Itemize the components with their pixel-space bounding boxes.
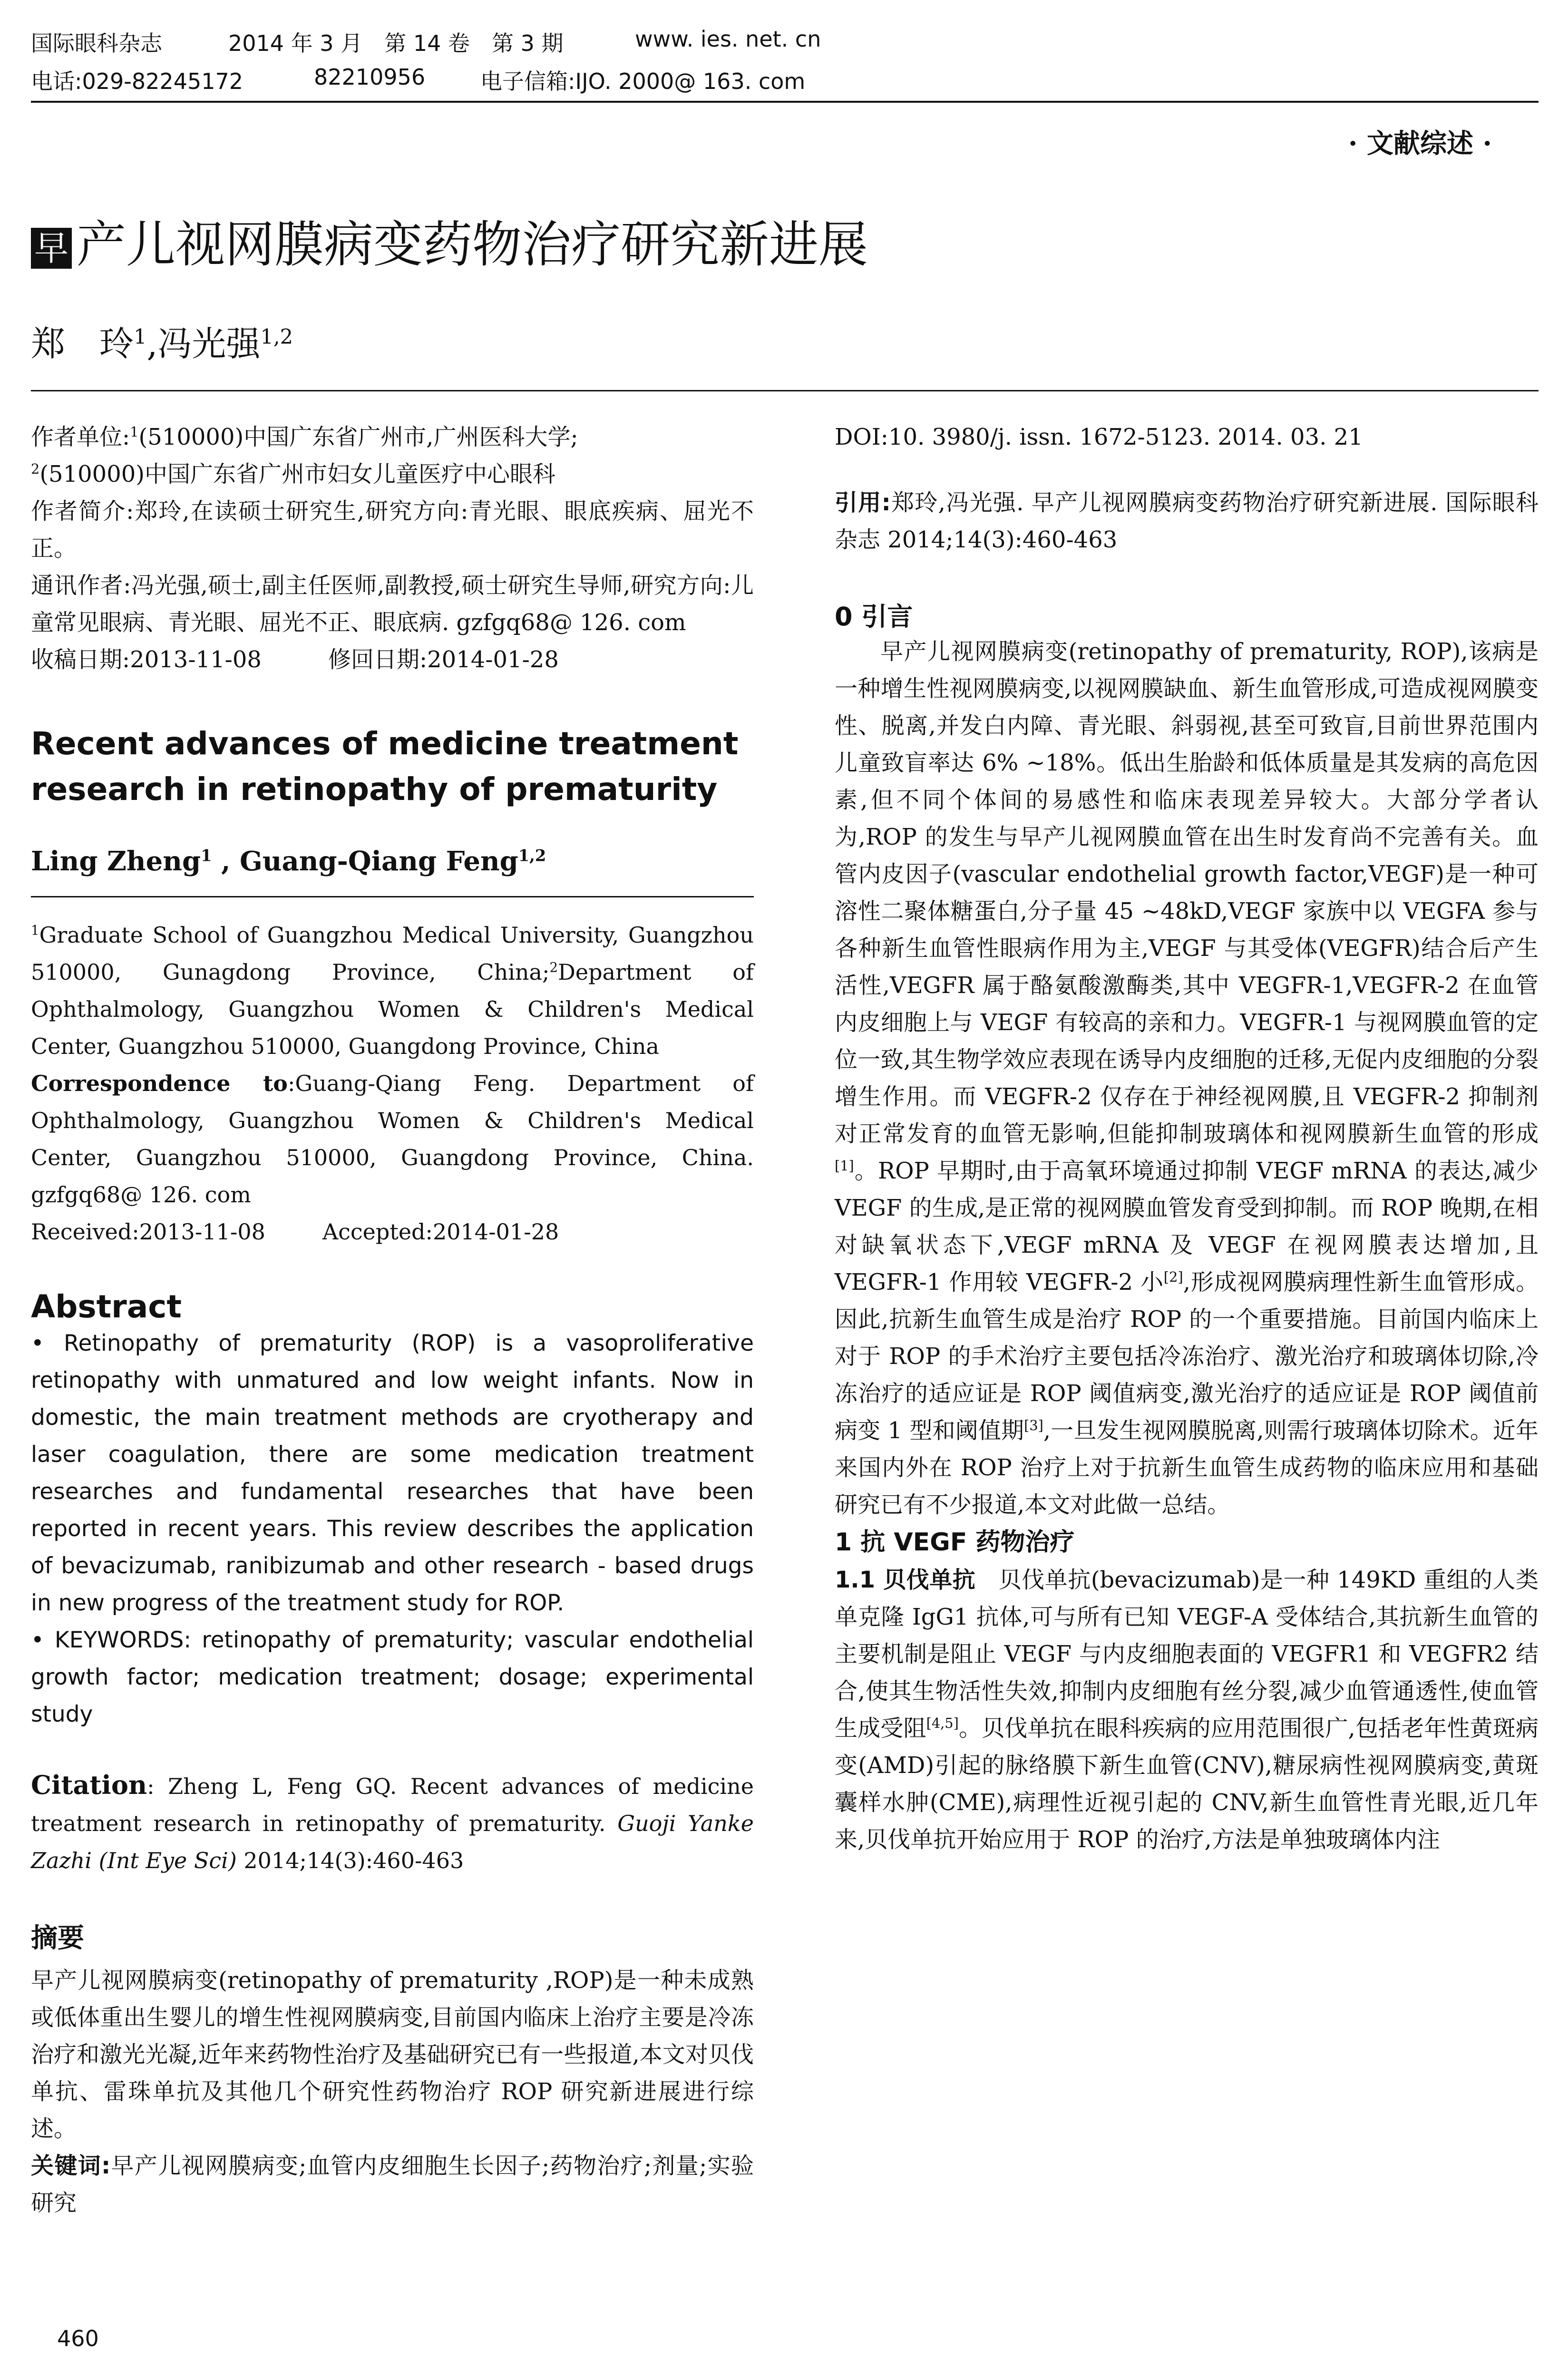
- author-1-sup: 1: [134, 325, 147, 349]
- title-rest: 产儿视网膜病变药物治疗研究新进展: [77, 215, 868, 273]
- section-0-heading: 0 引言: [835, 602, 913, 632]
- author-intro: 作者简介:郑玲,在读硕士研究生,研究方向:青光眼、眼底疾病、屈光不正。: [31, 498, 754, 562]
- correspondence-en: Correspondence to:Guang-Qiang Feng. Department of Ophthalmology, Guangzhou Women & Children's Medical Center, Guangzhou 510000, Guangdong Province, China. gzfgq68@ 126. com: [31, 1071, 754, 1208]
- article-title: [31, 205, 868, 276]
- author-2-sup: 1,2: [260, 325, 293, 349]
- affiliation-en: $^1$Graduate School of Guangzhou Medical University, Guangzhou 510000, Gunagdong Province, China;$^2$Department of Ophthalmology, Guangzhou Women & Children's Medical Center, Guangzhou 510000, Guangdong Province, China: [31, 922, 754, 1059]
- title-rule: [31, 390, 1539, 391]
- title-en: Recent advances of medicine treatment research in retinopathy of prematurity: [31, 725, 739, 808]
- journal-url: www. ies. net. cn: [635, 26, 821, 52]
- section-1-heading: 1 抗 VEGF 药物治疗: [835, 1528, 1075, 1557]
- journal-tel: 电话:029-82245172: [31, 68, 243, 94]
- cite-cn: 引用:郑玲,冯光强. 早产儿视网膜病变药物治疗研究新进展. 国际眼科杂志 2014;14(3):460-463: [835, 489, 1539, 553]
- section-0-body: 早产儿视网膜病变(retinopathy of prematurity, ROP),该病是一种增生性视网膜病变,以视网膜缺血、新生血管形成,可造成视网膜变性、脱离,并发白内障、青光眼、斜弱视,甚至可致盲,目前世界范围内儿童致盲率达 6% ~18%。低出生胎龄和低体质量是其发病的高危因素,但不同个体间的易感性和临床表现差异较大。大部分学者认为,ROP 的发生与早产儿视网膜血管在出生时发育尚不完善有关。血管内皮因子(vascular endothelial growth factor,VEGF)是一种可溶性二聚体糖蛋白,分子量 45 ~48kD,VEGF 家族中以 VEGFA 参与各种新生血管性眼病作用为主,VEGF 与其受体(VEGFR)结合后产生活性,VEGFR 属于酪氨酸激酶类,其中 VEGFR-1,VEGFR-2 在血管内皮细胞上与 VEGF 有较高的亲和力。VEGFR-1 与视网膜血管的定位一致,其生物学效应表现在诱导内皮细胞的迁移,无促内皮细胞的分裂增生作用。而 VEGFR-2 仅存在于神经视网膜,且 VEGFR-2 抑制剂对正常发育的血管无影响,但能抑制玻璃体和视网膜新生血管的形成[1]。ROP 早期时,由于高氧环境通过抑制 VEGF mRNA 的表达,减少 VEGF 的生成,是正常的视网膜血管发育受到抑制。而 ROP 晚期,在相对缺氧状态下,VEGF mRNA 及 VEGF 在视网膜表达增加,且 VEGFR-1 作用较 VEGFR-2 小[2],形成视网膜病理性新生血管形成。因此,抗新生血管生成是治疗 ROP 的一个重要措施。目前国内临床上对于 ROP 的手术治疗主要包括冷冻治疗、激光治疗和玻璃体切除,冷冻治疗的适应证是 ROP 阈值病变,激光治疗的适应证是 ROP 阈值前病变 1 型和阈值期[3],一旦发生视网膜脱离,则需行玻璃体切除术。近年来国内外在 ROP 治疗上对于抗新生血管生成药物的临床应用和基础研究已有不少报道,本文对此做一总结。: [835, 638, 1539, 1518]
- dates-en: Received:2013-11-08 Accepted:2014-01-28: [31, 1219, 559, 1245]
- section-1-1-body: 1.1 贝伐单抗 贝伐单抗(bevacizumab)是一种 149KD 重组的人类单克隆 IgG1 抗体,可与所有已知 VEGF-A 受体结合,其抗新生血管的主要机制是阻止 VEGF 与内皮细胞表面的 VEGFR1 和 VEGFR2 结合,使其生物活性失效,抑制内皮细胞有丝分裂,减少血管通透性,使血管生成受阻[4,5]。贝伐单抗在眼科疾病的应用范围很广,包括老年性黄斑病变(AMD)引起的脉络膜下新生血管(CNV),糖尿病性视网膜病变,黄斑囊样水肿(CME),病理性近视引起的 CNV,新生血管性青光眼,近几年来,贝伐单抗开始应用于 ROP 的治疗,方法是单独玻璃体内注: [835, 1567, 1539, 1853]
- affiliation-cn: 作者单位:$^1$(510000)中国广东省广州市,广州医科大学; $^2$(510000)中国广东省广州市妇女儿童医疗中心眼科: [31, 424, 578, 487]
- author-1-cn: 郑 玲: [31, 324, 134, 364]
- authors-cn: [31, 316, 293, 366]
- journal-issue: 2014 年 3 月 第 14 卷 第 3 期: [228, 30, 564, 56]
- zhaiyao-text: 早产儿视网膜病变(retinopathy of prematurity ,ROP)是一种未成熟或低体重出生婴儿的增生性视网膜病变,目前国内临床上治疗主要是冷冻治疗和激光光凝,近年来药物性治疗及基础研究已有一些报道,本文对贝伐单抗、雷珠单抗及其他几个研究性药物治疗 ROP 研究新进展进行综述。: [31, 1967, 754, 2142]
- left-column: [31, 419, 754, 2221]
- corresponding-author: 通讯作者:冯光强,硕士,副主任医师,副教授,硕士研究生导师,研究方向:儿童常见眼病、青光眼、屈光不正、眼底病. gzfgq68@ 126. com: [31, 572, 754, 636]
- author-2-cn: ,冯光强: [146, 324, 261, 364]
- authors-en: Ling Zheng$^1$ , Guang-Qiang Feng$^{1,2}$: [31, 846, 546, 877]
- keywords-en: • KEYWORDS: retinopathy of prematurity; vascular endothelial growth factor; medication treatment; dosage; experimental study: [31, 1627, 754, 1727]
- right-column: [835, 419, 1539, 1858]
- journal-tel2: 82210956: [314, 64, 426, 90]
- header-rule: [31, 101, 1539, 103]
- citation-en: Citation: Zheng L, Feng GQ. Recent advances of medicine treatment research in retinopathy of prematurity. Guoji Yanke Zazhi (Int Eye Sci) 2014;14(3):460-463: [31, 1770, 754, 1873]
- abstract-text: • Retinopathy of prematurity (ROP) is a vasoproliferative retinopathy with unmatured and low weight infants. Now in domestic, the main treatment methods are cryotherapy and laser coagulation, there are some medication treatment researches and fundamental researches that have been reported in recent years. This review describes the application of bevacizumab, ranibizumab and other research - based drugs in new progress of the treatment study for ROP.: [31, 1330, 754, 1616]
- doi: DOI:10. 3980/j. issn. 1672-5123. 2014. 03. 21: [835, 424, 1363, 450]
- keywords-cn: 关键词:早产儿视网膜病变;血管内皮细胞生长因子;药物治疗;剂量;实验研究: [31, 2153, 754, 2216]
- zhaiyao-heading: 摘要: [31, 1923, 84, 1954]
- section-tag: · 文献综述 ·: [1348, 128, 1492, 159]
- dates-cn: 收稿日期:2013-11-08 修回日期:2014-01-28: [31, 646, 559, 673]
- journal-name: 国际眼科杂志: [31, 30, 162, 56]
- page-number: 460: [57, 2326, 99, 2351]
- abstract-heading: Abstract: [31, 1288, 182, 1325]
- title-first-char: 早: [31, 228, 72, 269]
- journal-email: 电子信箱:IJO. 2000@ 163. com: [480, 68, 806, 94]
